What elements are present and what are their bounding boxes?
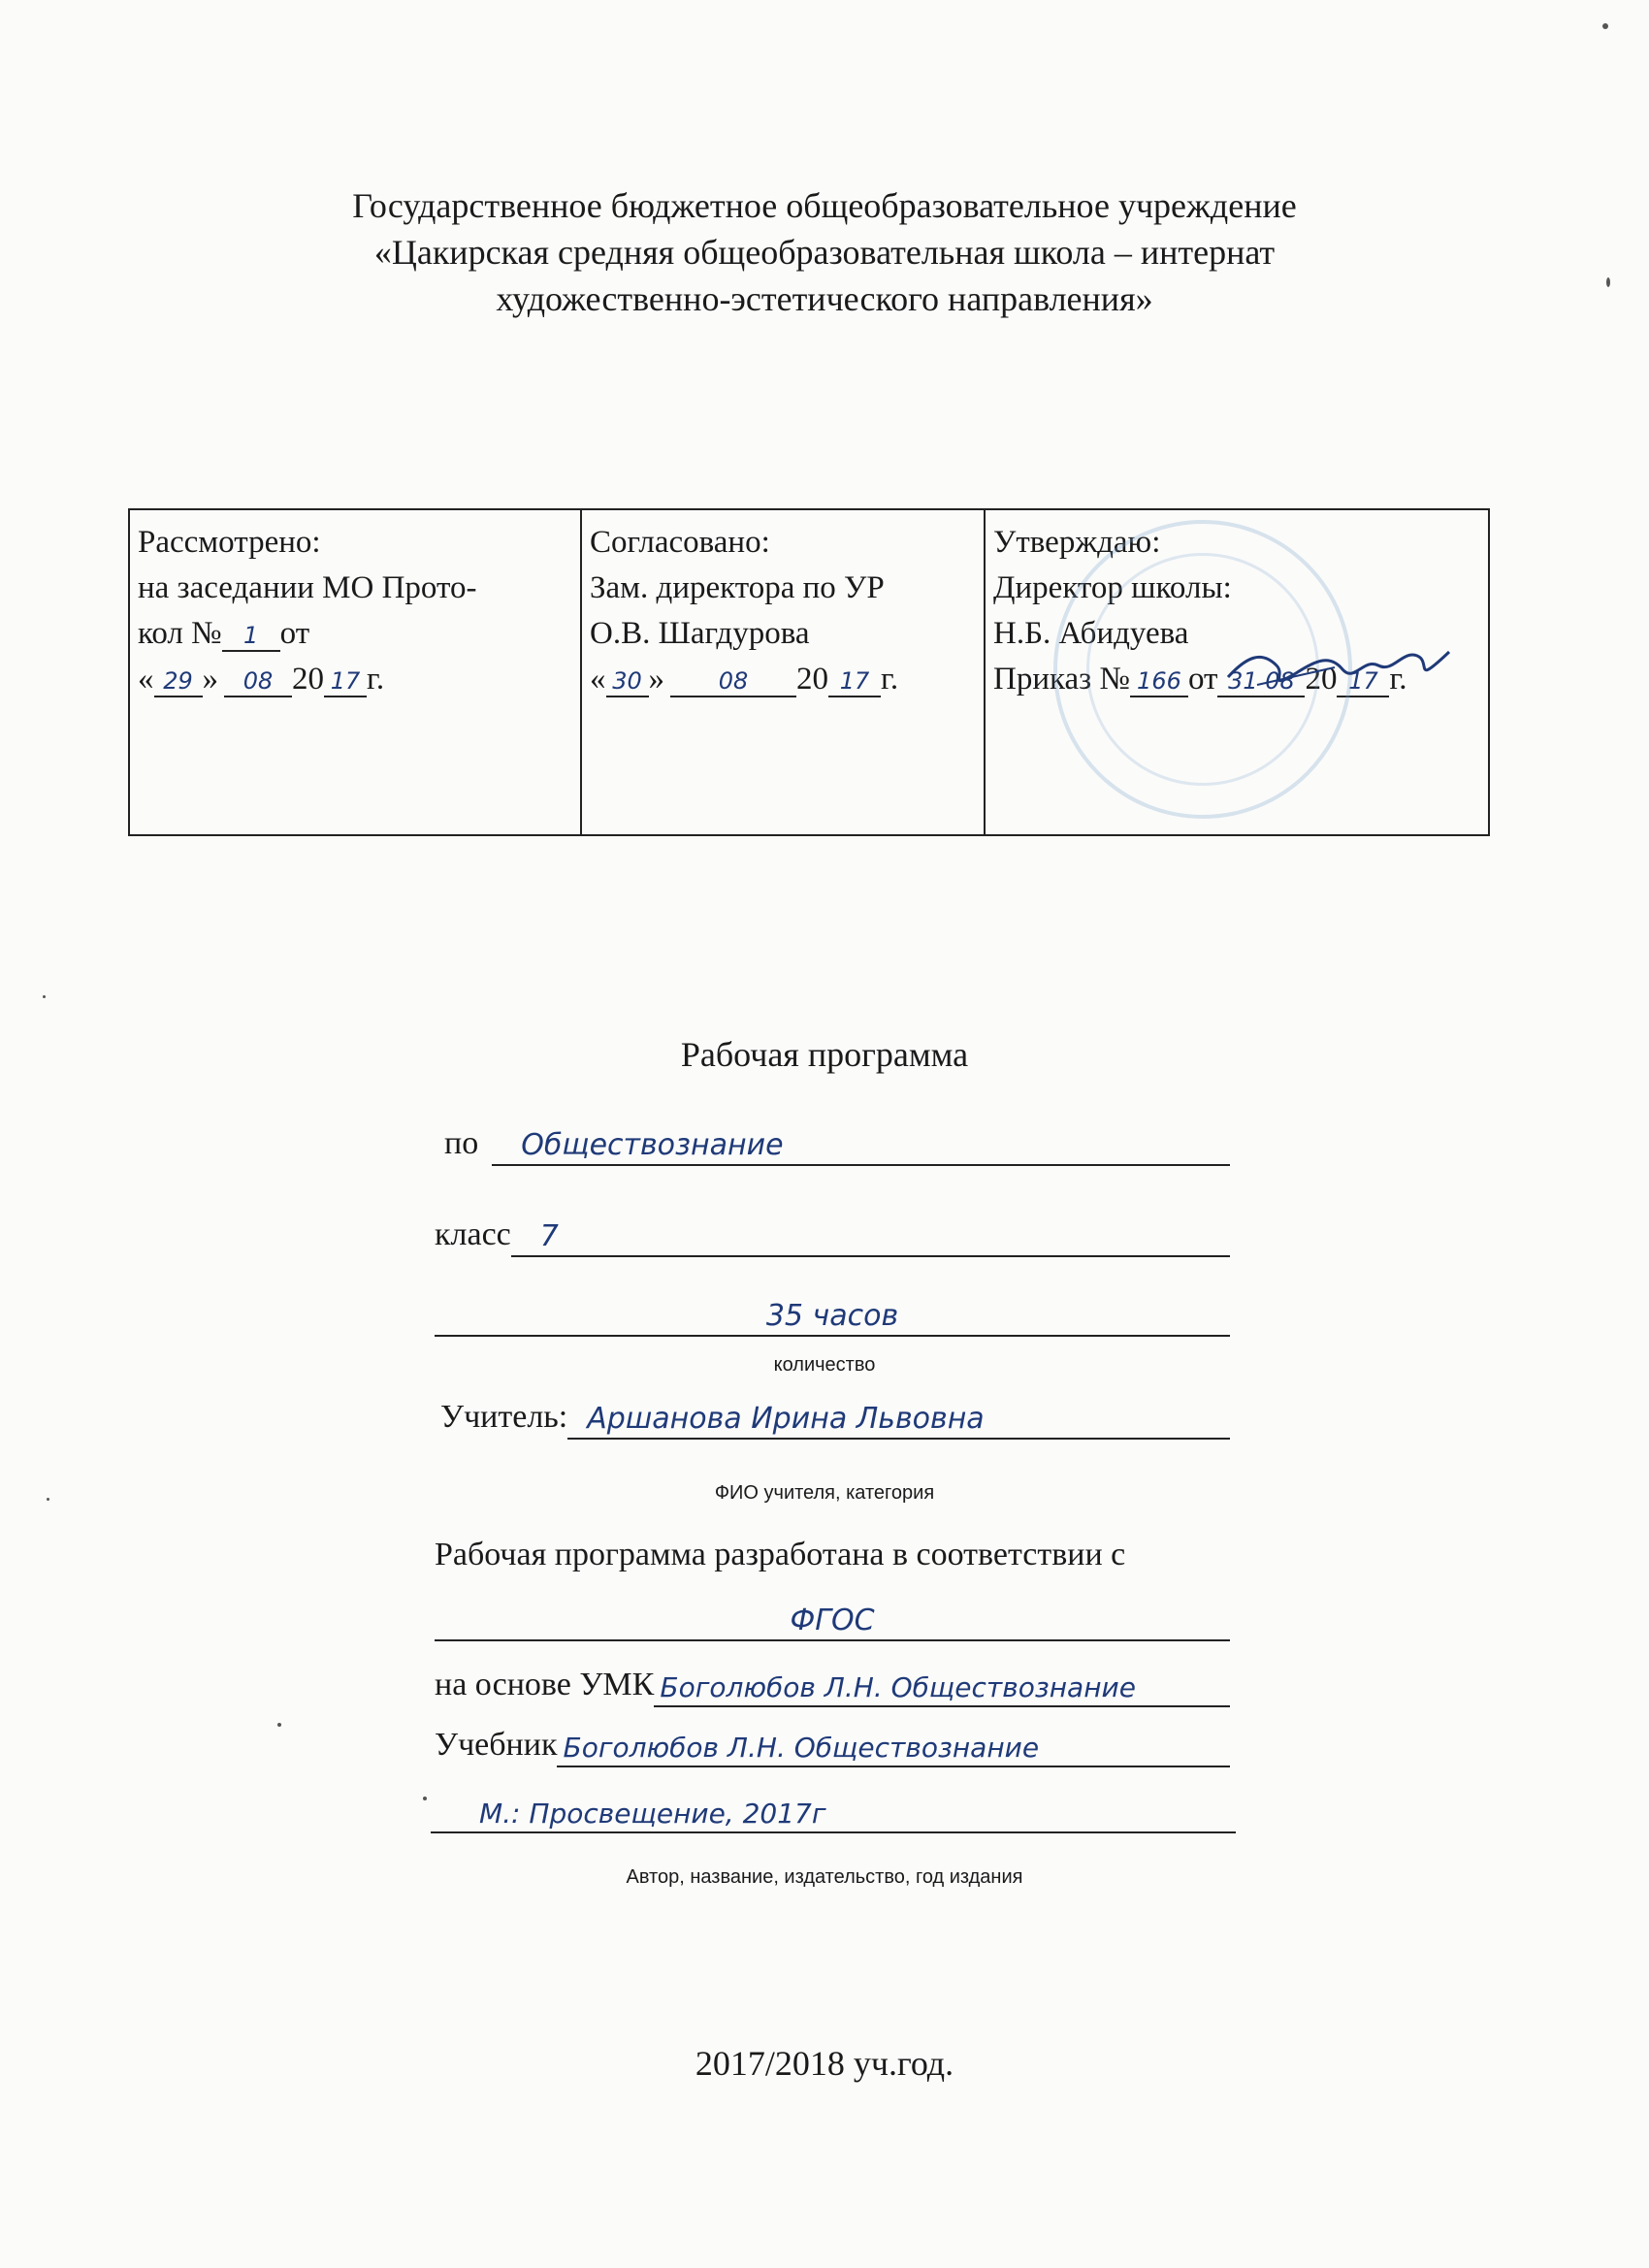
agreed-cell [581,509,985,835]
scan-speck [47,1498,49,1501]
approved-order-line: Приказ № 166 от 31 08 20 17 г. [993,662,1407,697]
agreed-month-field: 08 [670,666,796,697]
protocol-number-field: 1 [222,621,280,652]
umk-label: на основе УМК [435,1667,655,1702]
textbook-line [435,1717,1230,1767]
publisher-line [431,1783,1236,1833]
agreed-day-field: 30 [606,666,649,697]
order-date-field: 31 08 [1217,666,1305,697]
teacher-field: Аршанова Ирина Львовна [567,1391,1230,1440]
approved-line-1: Директор школы: [993,570,1232,605]
agreed-date-line: « 30 » 08 20 17 г. [590,662,899,697]
textbook-field: Боголюбов Л.Н. Обществознание [557,1719,1230,1767]
program-title: Рабочая программа [680,1035,969,1074]
subject-line [435,1116,1230,1166]
subject-field: Обществознание [492,1118,1230,1166]
subject-label: по [444,1125,479,1161]
agreed-line-2: О.В. Шагдурова [590,616,810,651]
textbook-caption: Автор, название, издательство, год издания [626,1866,1023,1888]
teacher-line [435,1389,1230,1440]
institution-header [0,182,1649,322]
considered-protocol-line: кол № 1 от [138,616,310,651]
standard-field: ФГОС [435,1593,1230,1641]
publisher-field: М.: Просвещение, 2017г [431,1785,1236,1833]
scan-speck [1602,23,1608,29]
umk-line [435,1657,1230,1707]
scan-speck [277,1723,281,1727]
class-label: класс [435,1216,511,1252]
agreed-year-field: 17 [828,666,881,697]
header-line-3: художественно-эстетического направления» [496,279,1153,318]
standard-line [435,1591,1230,1641]
considered-cell [129,509,581,835]
scan-speck [1606,277,1610,287]
developed-text: Рабочая программа разработана в соответствии с [435,1537,1126,1572]
considered-line-1: на заседании МО Прото- [138,570,477,605]
header-line-2: «Цакирская средняя общеобразовательная школа – интернат [373,233,1276,272]
order-number-field: 166 [1130,666,1188,697]
agreed-title: Согласовано: [590,525,770,560]
considered-day-field: 29 [154,666,203,697]
order-year-field: 17 [1337,666,1389,697]
approval-table [128,508,1490,836]
scan-speck [423,1797,427,1800]
hours-caption: количество [773,1354,876,1376]
header-line-1: Государственное бюджетное общеобразовательное учреждение [352,186,1297,225]
director-signature [1218,636,1471,704]
agreed-line-1: Зам. директора по УР [590,570,885,605]
teacher-label: Учитель: [440,1399,568,1435]
approved-line-2: Н.Б. Абидуева [993,616,1189,651]
class-field: 7 [511,1209,1230,1257]
considered-month-field: 08 [224,666,292,697]
textbook-label: Учебник [435,1727,558,1763]
umk-field: Боголюбов Л.Н. Обществознание [654,1659,1230,1707]
hours-field: 35 часов [435,1288,1230,1337]
considered-date-line: « 29 » 08 20 17 г. [138,662,385,697]
academic-year: 2017/2018 уч.год. [695,2044,954,2083]
teacher-caption: ФИО учителя, категория [714,1482,935,1504]
approved-cell [985,509,1489,835]
considered-year-field: 17 [324,666,367,697]
approved-title: Утверждаю: [993,525,1161,560]
considered-title: Рассмотрено: [138,525,321,560]
hours-line [435,1286,1230,1337]
class-line [435,1207,1230,1257]
scan-speck [43,995,46,998]
